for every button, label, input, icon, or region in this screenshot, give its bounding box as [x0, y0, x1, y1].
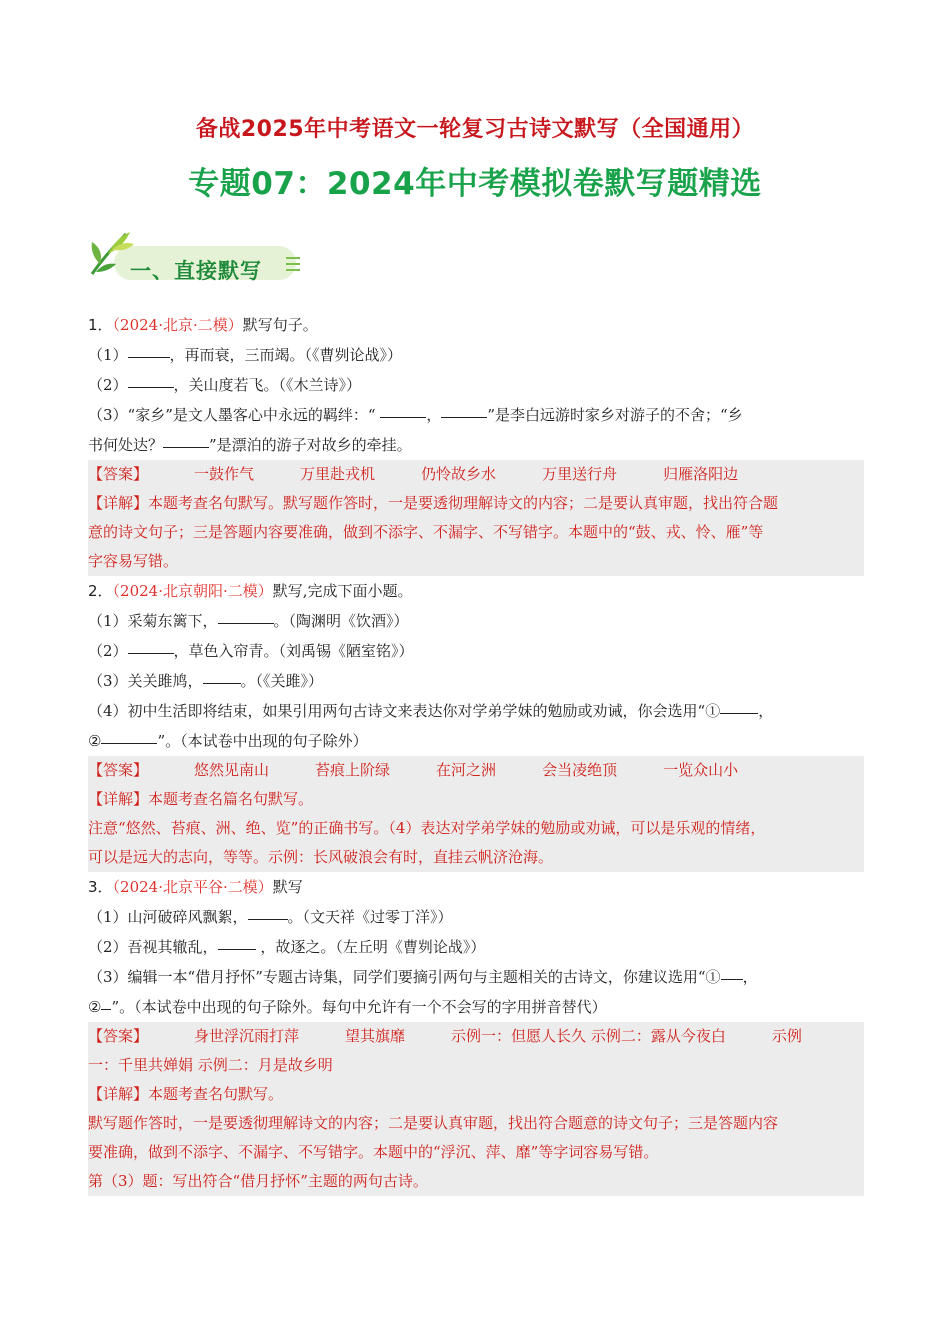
question-2: 2．（2024·北京朝阳·二模）默写,完成下面小题。 （1）采菊东篱下， 。（陶渊明《饮酒》） （2） ，草色入帘青。（刘禹锡《陋室铭》） （3）关关雎鸠， 。（《关雎》） （4）初中生活即将结束，如果引用两句古诗文来表达你对学弟学妹的勉励或劝诫，你会选用“① ， ② ”。（本试卷中出现的句子除外） 【答案】 悠然见南山 苔痕上阶绿 在河之洲 会当凌绝顶 一览众山小 【详解】本题考查名篇名句默写。 注意“悠然、苔痕、洲、绝、览”的正确书写。（4）表达对学弟学妹的勉励或劝诫，可以是乐观的情绪， 可以是远大的志向，等等。示例：长风破浪会有时，直挂云帆济沧海。	[88, 576, 864, 872]
question-number: 3．	[88, 878, 113, 896]
answer-item: 会当凌绝顶	[542, 761, 618, 779]
question-prompt: 默写句子。	[242, 316, 318, 334]
answer-blank[interactable]	[101, 742, 157, 744]
answer-item: 苔痕上阶绿	[315, 761, 391, 779]
answer-block	[88, 1022, 864, 1196]
answer-item: 望其旗靡	[345, 1027, 406, 1045]
question-list	[88, 310, 864, 1196]
detail-line: 默写题作答时，一是要透彻理解诗文的内容；二是要认真审题，找出符合题意的诗文句子；三是答题内容	[88, 1114, 779, 1132]
answer-item: 万里送行舟	[542, 465, 618, 483]
answer-tag: 【答案】	[88, 1027, 149, 1045]
answer-tag: 【答案】	[88, 761, 149, 779]
answer-blank[interactable]	[128, 386, 174, 388]
answer-item: 悠然见南山	[194, 761, 270, 779]
answer-item: 示例	[771, 1027, 802, 1045]
answer-item: 归雁洛阳边	[663, 465, 739, 483]
answer-blank[interactable]	[128, 356, 170, 358]
detail-line: 意的诗文句子；三是答题内容要准确，做到不添字、不漏字、不写错字。本题中的“鼓、戎、怜、雁”等	[88, 523, 764, 541]
question-prompt: 默写	[272, 878, 303, 896]
answer-item: 在河之洲	[436, 761, 497, 779]
answer-item: 一览众山小	[663, 761, 739, 779]
answer-blank[interactable]	[101, 1008, 111, 1010]
detail-line: 【详解】本题考查名篇名句默写。	[88, 790, 314, 808]
topic-title: 专题07：2024年中考模拟卷默写题精选	[188, 166, 762, 202]
answer-tag: 【答案】	[88, 465, 149, 483]
detail-line: 要准确，做到不添字、不漏字、不写错字。本题中的“浮沉、萍、靡”等字词容易写错。	[88, 1143, 659, 1161]
answer-item: 身世浮沉雨打萍	[194, 1027, 300, 1045]
answer-blank[interactable]	[128, 652, 174, 654]
answer-blank[interactable]	[203, 682, 241, 684]
question-number: 1．	[88, 316, 113, 334]
question-source: （2024·北京平谷·二模）	[112, 878, 273, 896]
answer-blank[interactable]	[218, 948, 256, 950]
question-1: 1．（2024·北京·二模）默写句子。 （1） ，再而衰，三而竭。（《曹刿论战》） （2） ，关山度若飞。（《木兰诗》） （3）“家乡”是文人墨客心中永远的羁绊：“ ， ”是李白远游时家乡对游子的不舍；“乡 书何处达？ ”是漂泊的游子对故乡的牵挂。 【答案】 一鼓作气 万里赴戎机 仍怜故乡水 万里送行舟 归雁洛阳边 【详解】本题考查名句默写。默写题作答时，一是要透彻理解诗文的内容；二是要认真审题，找出符合题 意的诗文句子；三是答题内容要准确，做到不添字、不漏字、不写错字。本题中的“鼓、戎、怜、雁”等 字容易写错。	[88, 310, 864, 576]
answer-blank[interactable]	[163, 446, 209, 448]
answer-blank[interactable]	[248, 918, 288, 920]
question-source: （2024·北京·二模）	[112, 316, 243, 334]
answer-blank[interactable]	[721, 978, 743, 980]
answer-blank[interactable]	[720, 712, 758, 714]
question-prompt: 默写,完成下面小题。	[272, 582, 413, 600]
question-source: （2024·北京朝阳·二模）	[112, 582, 273, 600]
answer-item: 示例一：但愿人长久 示例二：露从今夜白	[451, 1027, 726, 1045]
detail-line: 第（3）题：写出符合“借月抒怀”主题的两句古诗。	[88, 1172, 428, 1190]
question-3: 3．（2024·北京平谷·二模）默写 （1）山河破碎风飘絮， 。（文天祥《过零丁洋》） （2）吾视其辙乱， ，故逐之。（左丘明《曹刿论战》） （3）编辑一本“借月抒怀”专题古诗集，同学们要摘引两句与主题相关的古诗文，你建议选用“① ， ② ”。（本试卷中出现的句子除外。每句中允许有一个不会写的字用拼音替代） 【答案】 身世浮沉雨打萍 望其旗靡 示例一：但愿人长久 示例二：露从今夜白 示例 一：千里共婵娟 示例二：月是故乡明 【详解】本题考查名句默写。 默写题作答时，一是要透彻理解诗文的内容；二是要认真审题，找出符合题意的诗文句子；三是答题内容 要准确，做到不添字、不漏字、不写错字。本题中的“浮沉、萍、靡”等字词容易写错。 第（3）题：写出符合“借月抒怀”主题的两句古诗。	[88, 872, 864, 1196]
answer-blank[interactable]	[441, 416, 487, 418]
answer-item: 万里赴戎机	[300, 465, 376, 483]
detail-line: 【详解】本题考查名句默写。	[88, 1085, 284, 1103]
section-label: 一、直接默写	[130, 259, 262, 283]
answer-item: 仍怜故乡水	[421, 465, 497, 483]
detail-line: 注意“悠然、苔痕、洲、绝、览”的正确书写。（4）表达对学弟学妹的勉励或劝诫，可以是乐观的情绪，	[88, 819, 766, 837]
section-banner	[86, 228, 316, 284]
answer-block	[88, 756, 864, 872]
answer-continued: 一：千里共婵娟 示例二：月是故乡明	[88, 1056, 333, 1074]
answer-blank[interactable]	[380, 416, 426, 418]
answer-item: 一鼓作气	[194, 465, 255, 483]
answer-block	[88, 460, 864, 576]
question-number: 2．	[88, 582, 113, 600]
answer-blank[interactable]	[218, 622, 274, 624]
detail-line: 字容易写错。	[88, 552, 179, 570]
detail-line: 可以是远大的志向，等等。示例：长风破浪会有时，直挂云帆济沧海。	[88, 848, 554, 866]
detail-line: 【详解】本题考查名句默写。默写题作答时，一是要透彻理解诗文的内容；二是要认真审题，找出符合题	[88, 494, 779, 512]
document-title: 备战2025年中考语文一轮复习古诗文默写（全国通用）	[195, 117, 755, 142]
